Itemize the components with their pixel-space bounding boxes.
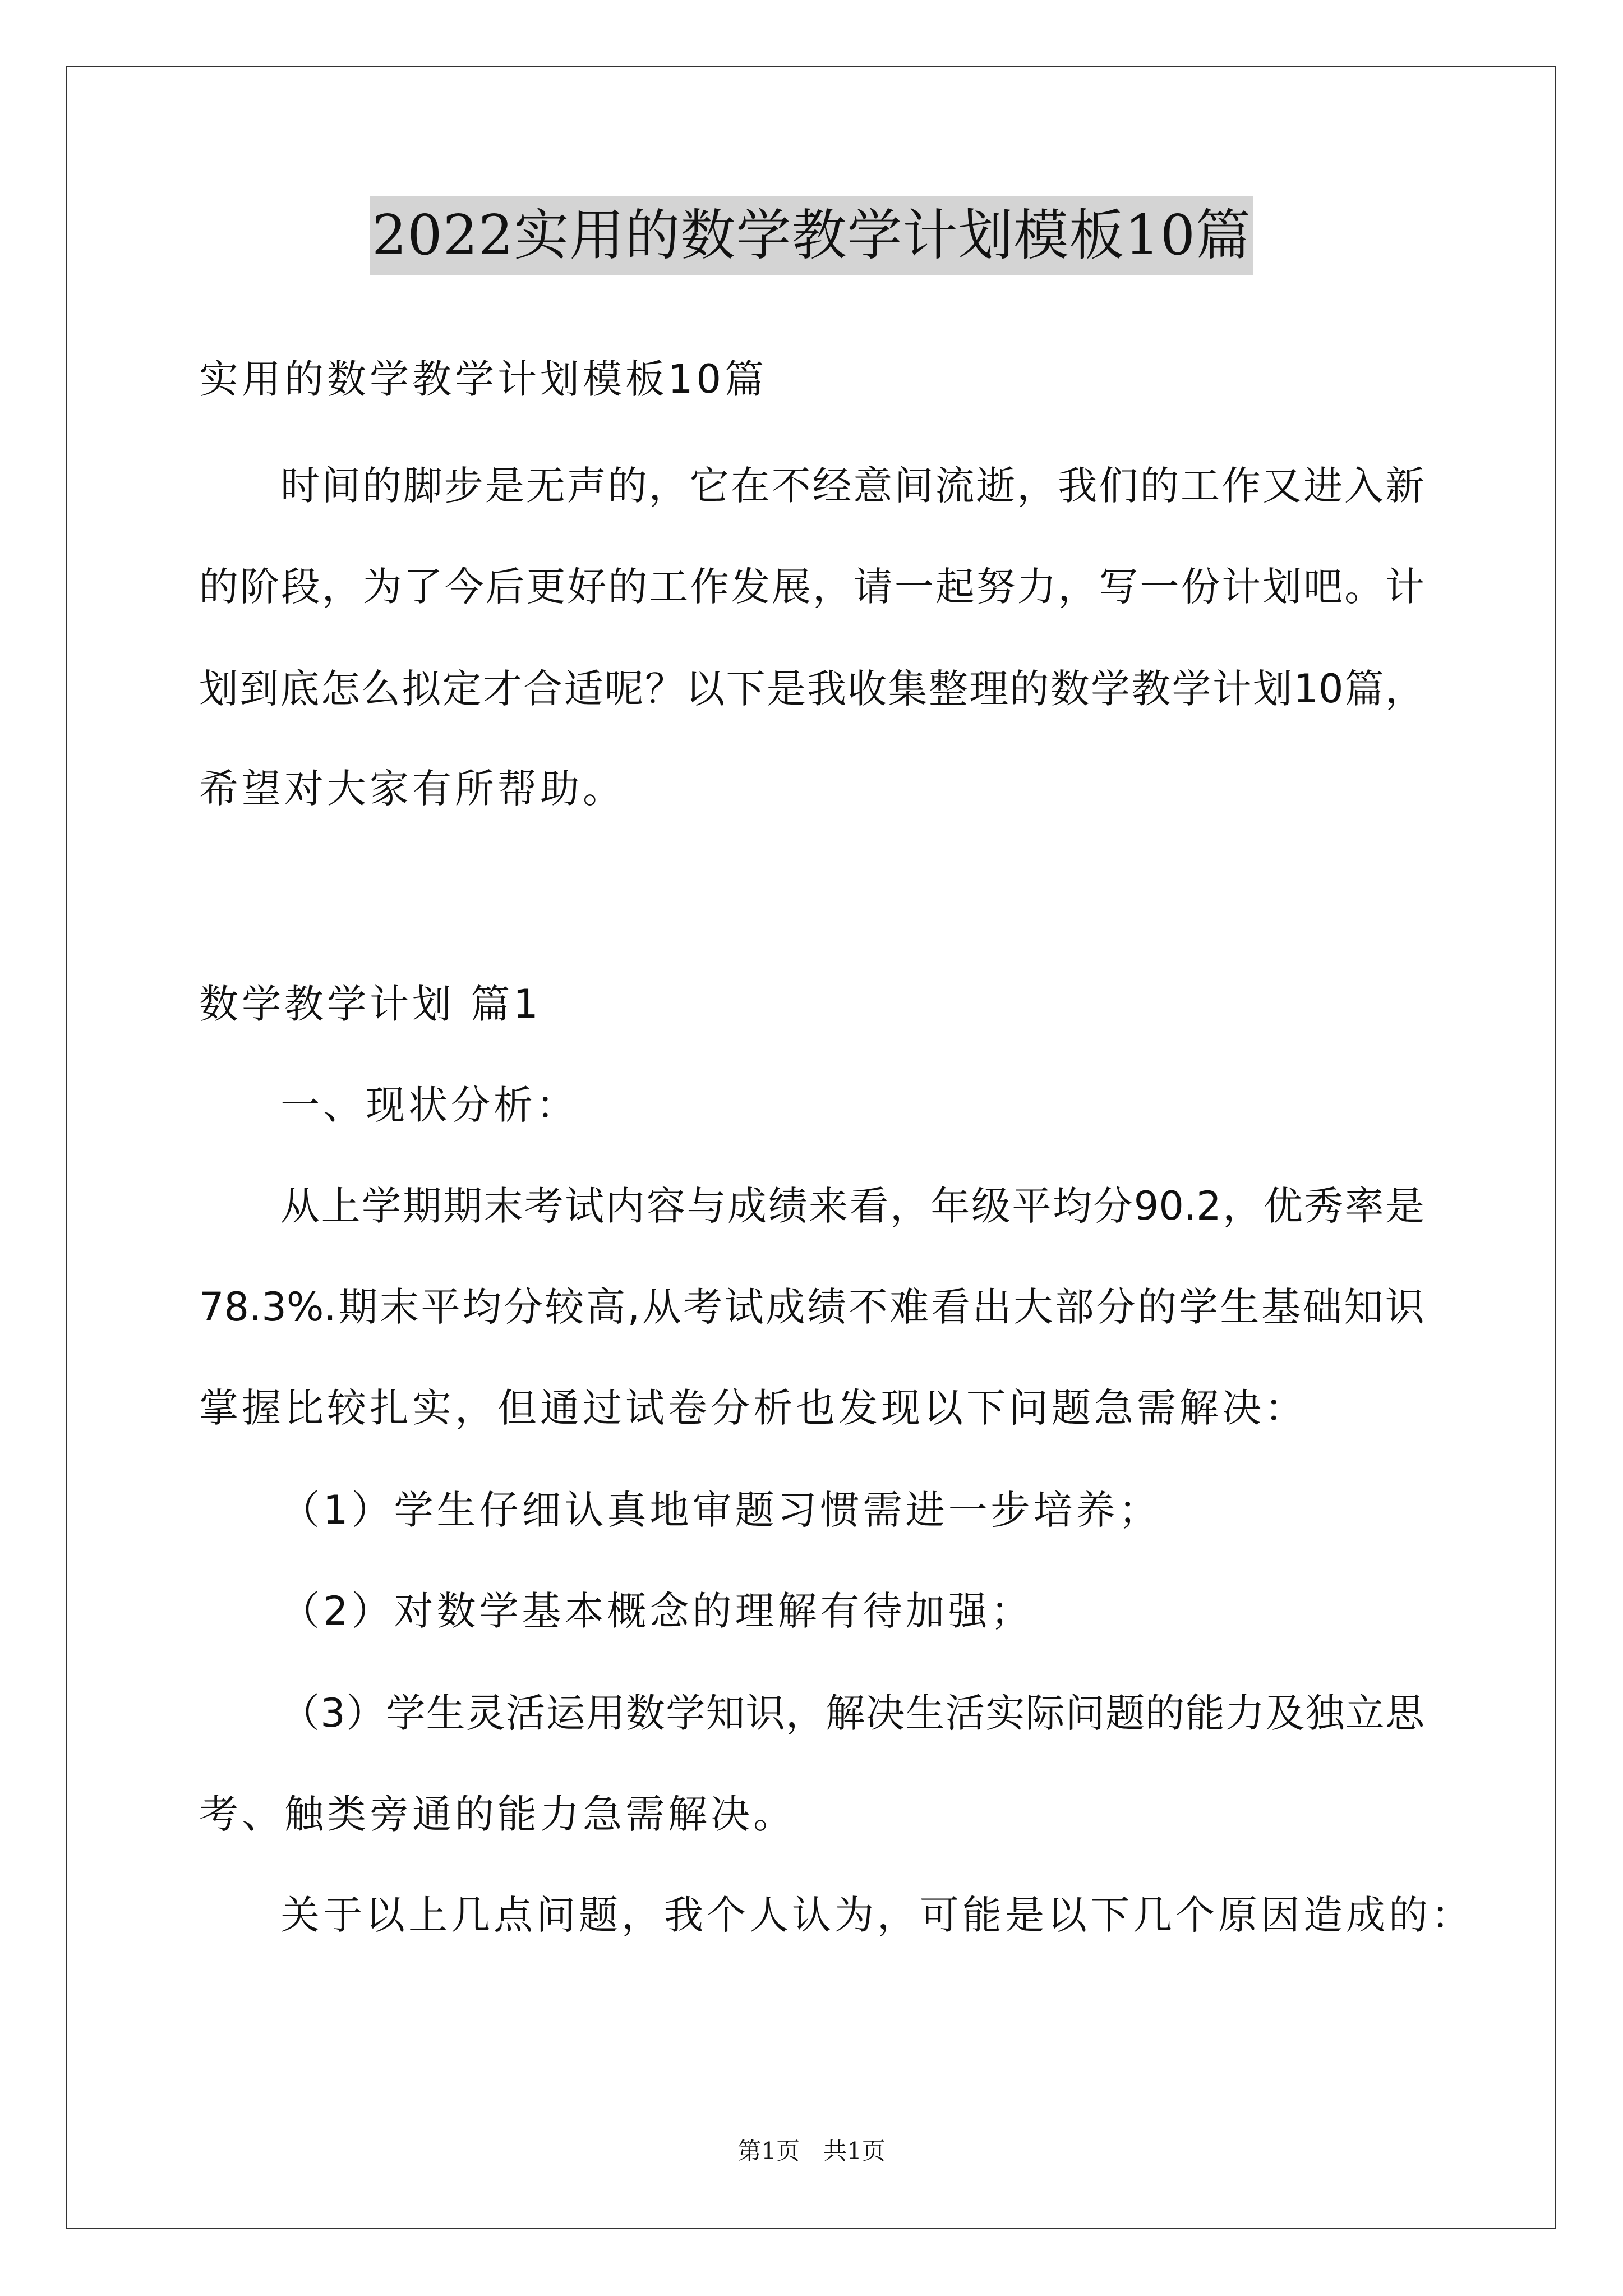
causes-line: 关于以上几点问题，我个人认为，可能是以下几个原因造成的： <box>280 1892 1474 1938</box>
list-item-3-continuation: 考、触类旁通的能力急需解决。 <box>199 1791 796 1837</box>
intro-line-3: 划到底怎么拟定才合适呢？以下是我收集整理的数学教学计划10篇， <box>199 666 1424 712</box>
document-title: 2022实用的数学教学计划模板10篇 <box>370 196 1253 275</box>
subheading: 一、现状分析： <box>280 1082 579 1128</box>
intro-line-1: 时间的脚步是无声的，它在不经意间流逝，我们的工作又进入新 <box>280 463 1424 509</box>
analysis-line-1: 从上学期期末考试内容与成绩来看，年级平均分90.2，优秀率是 <box>280 1183 1424 1229</box>
analysis-line-3: 掌握比较扎实，但通过试卷分析也发现以下问题急需解决： <box>199 1385 1307 1431</box>
list-item-1: （1）学生仔细认真地审题习惯需进一步培养； <box>280 1487 1161 1533</box>
document-subtitle: 实用的数学教学计划模板10篇 <box>199 356 768 402</box>
list-item-2: （2）对数学基本概念的理解有待加强； <box>280 1588 1034 1634</box>
title-container <box>0 196 1623 275</box>
page-footer: 第1页 共1页 <box>737 2137 886 2165</box>
list-item-3: （3）学生灵活运用数学知识，解决生活实际问题的能力及独立思 <box>280 1690 1424 1736</box>
intro-line-2: 的阶段，为了今后更好的工作发展，请一起努力，写一份计划吧。计 <box>199 564 1424 610</box>
analysis-line-2: 78.3%.期末平均分较高,从考试成绩不难看出大部分的学生基础知识 <box>199 1284 1424 1330</box>
section-heading: 数学教学计划 篇1 <box>199 981 542 1027</box>
intro-line-4: 希望对大家有所帮助。 <box>199 766 625 812</box>
